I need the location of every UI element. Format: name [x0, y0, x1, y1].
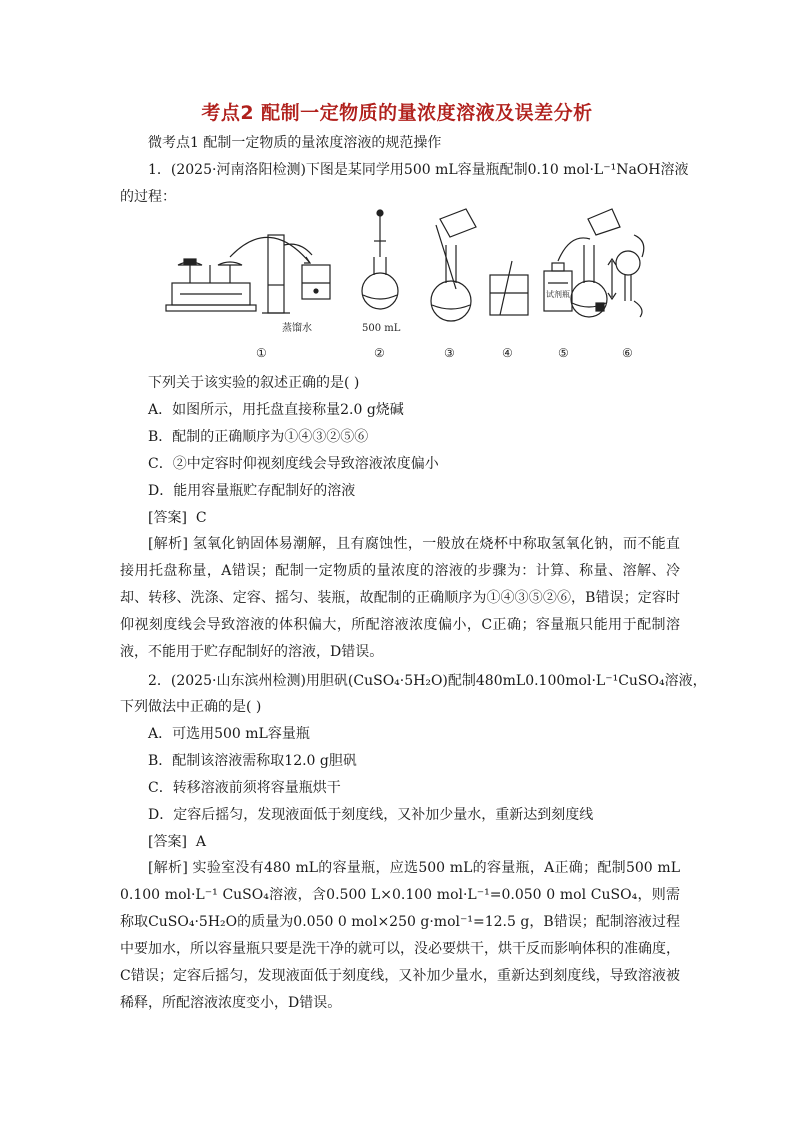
q2-stem-line2: 下列做法中正确的是( ) [120, 699, 262, 715]
step-1: ① [256, 346, 267, 360]
transfer-diagram [431, 209, 476, 321]
q2-stem-line1: 2．(2025·山东滨州检测)用胆矾(CuSO₄·5H₂O)配制480mL0.100mol·L⁻¹CuSO₄溶液， [148, 673, 707, 689]
q1-stem-line1: 1．(2025·河南洛阳检测)下图是某同学用500 mL容量瓶配制0.10 mol·L⁻¹NaOH溶液 [148, 162, 689, 178]
q2-option-d: D．定容后摇匀，发现液面低于刻度线，又补加少量水，重新达到刻度线 [148, 807, 594, 823]
q1-stem-line2: 的过程： [120, 189, 176, 205]
page-title: 考点2 配制一定物质的量浓度溶液及误差分析 [201, 102, 593, 124]
q2-option-c: C．转移溶液前须将容量瓶烘干 [148, 780, 341, 796]
experiment-figure [160, 205, 660, 365]
label-flask: 500 mL [362, 323, 401, 334]
reagent-bottle-diagram [544, 209, 620, 317]
step-2: ② [374, 346, 385, 360]
step-3: ③ [444, 346, 455, 360]
q2-option-a: A．可选用500 mL容量瓶 [148, 726, 310, 742]
beaker-rod-diagram [490, 261, 528, 315]
q1-prompt: 下列关于该实验的叙述正确的是( ) [148, 375, 360, 391]
subheading: 微考点1 配制一定物质的量浓度溶液的规范操作 [148, 135, 442, 151]
q2-analysis: [解析] 实验室没有480 mL的容量瓶，应选500 mL的容量瓶，A正确；配制500 mL 0.100 mol·L⁻¹ CuSO₄溶液，含0.500 L×0.100 mol·L⁻¹=0.050 0 mol CuSO₄，则需称取CuSO₄·5H₂O的质量为0.050 0 mol×250 g·mol⁻¹=12.5 g，B错误；配制溶液过程中要加水，所以容量瓶只要是洗干净的就可以，没必要烘干，烘干反而影响体积的准确度，C错误；定容后摇匀，发现液面低于刻度线，又补加少量水，重新达到刻度线，导致溶液被稀释，所配溶液浓度变小，D错误。 [120, 860, 680, 1011]
label-bottle: 试剂瓶 [546, 290, 570, 299]
q2-option-b: B．配制该溶液需称取12.0 g胆矾 [148, 753, 357, 769]
q1-option-b: B．配制的正确顺序为①④③②⑤⑥ [148, 429, 369, 445]
balance-diagram [166, 237, 310, 311]
step-6: ⑥ [622, 346, 633, 360]
q1-answer-value: C [195, 510, 207, 526]
q1-option-d: D．能用容量瓶贮存配制好的溶液 [148, 483, 356, 499]
q2-answer-value: A [195, 834, 206, 850]
q1-answer [148, 508, 708, 528]
q1-analysis: [解析] 氢氧化钠固体易潮解，且有腐蚀性，一般放在烧杯中称取氢氧化钠，而不能直接用托盘称量，A错误；配制一定物质的量浓度的溶液的步骤为：计算、称量、溶解、冷却、转移、洗涤、定容、摇匀、装瓶，故配制的正确顺序为①④③⑤②⑥，B错误；定容时仰视刻度线会导致溶液的体积偏大，所配溶液浓度偏小，C正确；容量瓶只能用于配制溶液，不能用于贮存配制好的溶液，D错误。 [120, 536, 680, 660]
q1-option-c: C．②中定容时仰视刻度线会导致溶液浓度偏小 [148, 456, 439, 472]
q1-option-a: A．如图所示，用托盘直接称量2.0 g烧碱 [148, 402, 404, 418]
q2-answer-label: [答案] [148, 834, 187, 850]
step-4: ④ [502, 346, 513, 360]
q2-answer [148, 832, 708, 852]
measuring-cylinder-diagram [262, 235, 330, 313]
volumetric-flask-dropper-diagram [362, 210, 398, 309]
label-water: 蒸馏水 [282, 323, 312, 334]
step-5: ⑤ [558, 346, 569, 360]
shaking-flask-diagram [608, 235, 644, 317]
q1-answer-label: [答案] [148, 510, 187, 526]
